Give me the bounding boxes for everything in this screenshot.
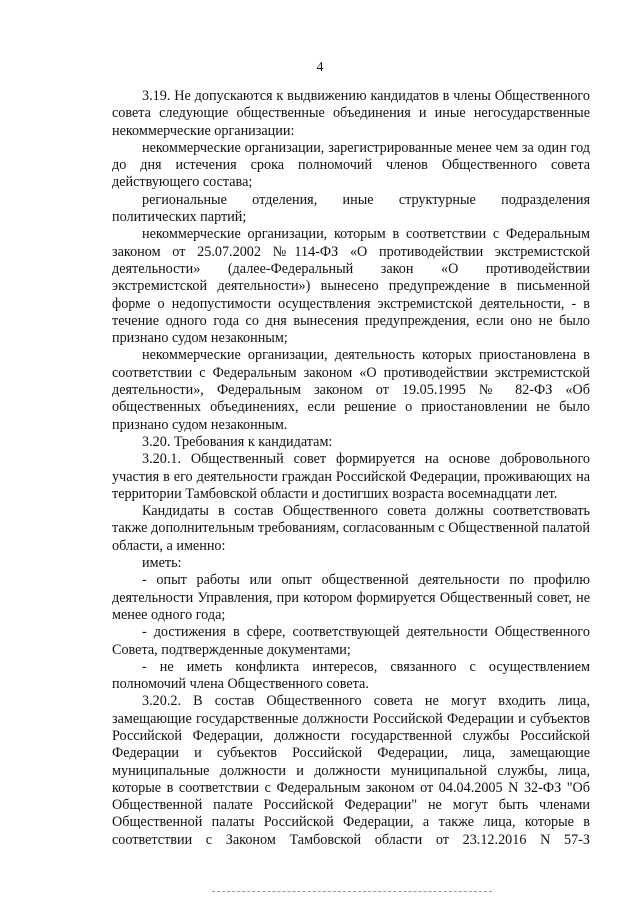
footer-divider bbox=[212, 891, 492, 892]
list-item-regional-branches: региональные отделения, иные структурные подразделения политических партий; bbox=[112, 191, 590, 226]
requirement-no-conflict: - не иметь конфликта интересов, связанного с осуществлением полномочий члена Общественного совета. bbox=[112, 658, 590, 693]
paragraph-3-20-heading: 3.20. Требования к кандидатам: bbox=[142, 433, 333, 450]
document-body bbox=[112, 88, 590, 849]
page-number: 4 bbox=[316, 60, 324, 75]
list-item-nko-warned: некоммерческие организации, которым в соответствии с Федеральным законом от 25.07.2002 №114-ФЗ «О противодействии экстремистской деятельности» (далее-Федеральный закон «О противодействии экстремистской деятельности») вынесено предупреждение в письменной форме о недопустимости осуществления экстремистской деятельности, - в течение одного года со дня вынесения предупреждения, если оно не было признано судом незаконным; bbox=[112, 226, 590, 347]
list-item-nko-suspended: некоммерческие организации, деятельность которых приостановлена в соответствии с Федеральным законом «О противодействии экстремистской деятельности», Федеральным законом от 19.05.1995 № 82-ФЗ «Об общественных объединениях, если решение о приостановлении не было признано судом незаконным. bbox=[112, 347, 590, 433]
requirement-experience: - опыт работы или опыт общественной деятельности по профилю деятельности Управления, при котором формируется Общественный совет, не менее одного года; bbox=[112, 572, 590, 623]
requirement-achievements: - достижения в сфере, соответствующей деятельности Общественного Совета, подтвержденные документами; bbox=[112, 624, 590, 658]
paragraph-3-20-1: 3.20.1. Общественный совет формируется на основе добровольного участия в его деятельности граждан Российской Федерации, проживающих на территории Тамбовской области и достигших возраста восемнадцати лет. bbox=[112, 451, 590, 502]
paragraph-3-20-2: 3.20.2. В состав Общественного совета не могут входить лица, замещающие государственные должности Российской Федерации и субъектов Российской Федерации, должности государственной службы Российской Федерации и субъектов Российской Федерации, лица, замещающие муниципальные должности и должности муниципальной службы, лица, которые в соответствии с Федеральным законом от 04.04.2005 N 32-ФЗ "Об Общественной палате Российской Федерации" не могут быть членами Общественной палаты Российской Федерации, а также лица, которые в соответствии с Законом Тамбовской области от 23.12.2016 N 57-З bbox=[112, 693, 590, 848]
paragraph-have: иметь: bbox=[142, 555, 182, 572]
paragraph-3-19: 3.19. Не допускаются к выдвижению кандидатов в члены Общественного совета следующие общественные объединения и иные негосударственные некоммерческие организации: bbox=[112, 88, 590, 139]
list-item-nko-registered: некоммерческие организации, зарегистрированные менее чем за один год до дня истечения срока полномочий членов Общественного совета действующего состава; bbox=[112, 139, 590, 191]
paragraph-additional-requirements: Кандидаты в состав Общественного совета должны соответствовать также дополнительным требованиям, согласованным с Общественной палатой области, а именно: bbox=[112, 503, 590, 554]
